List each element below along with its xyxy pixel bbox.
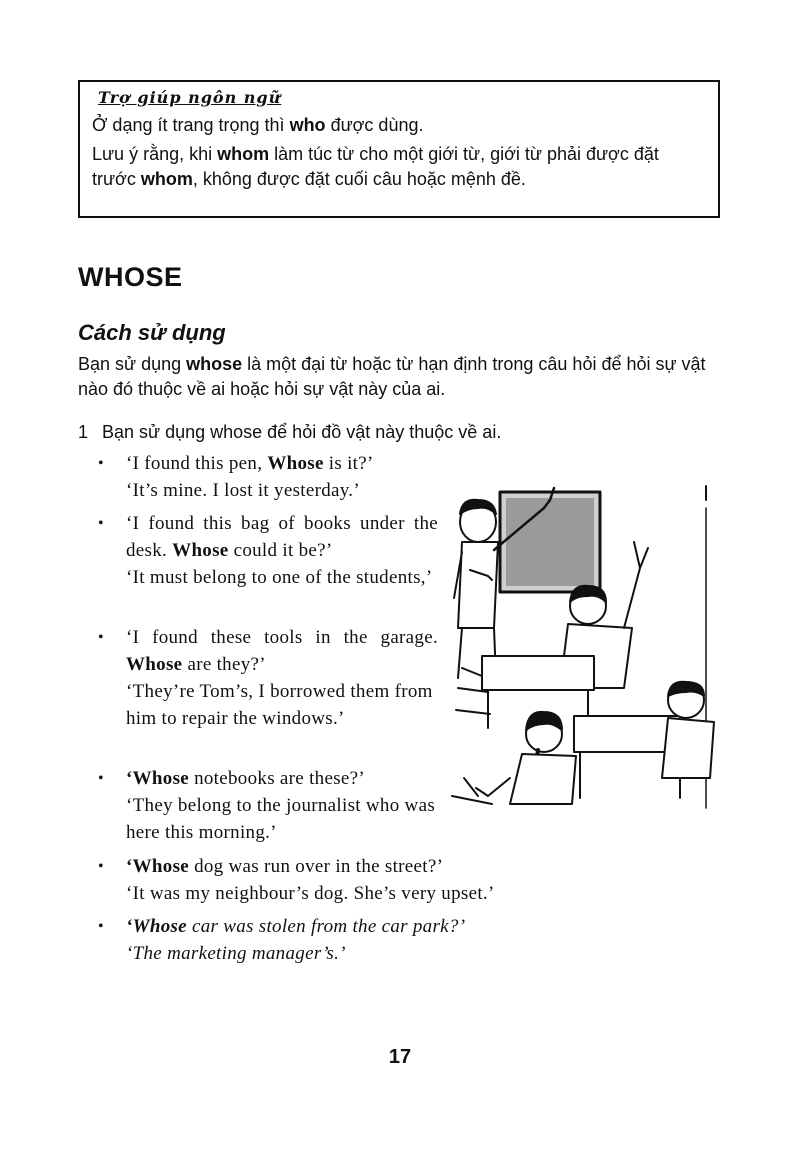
bullet-icon: • [98,515,104,532]
example-4: • ‘Whose notebooks are these?’ ‘They belong to the journalist who was here this morning.’ [98,765,438,846]
bullet-icon: • [98,770,104,787]
example-reply: ‘They’re Tom’s, I borrowed them from him to repair the windows.’ [126,681,433,729]
classroom-illustration [448,478,724,818]
bullet-icon: • [98,629,104,646]
example-reply: ‘The marketing manager’s.’ [126,943,346,964]
language-help-title: Trợ giúp ngôn ngữ [98,88,282,107]
desk-back [482,656,594,690]
example-5: • ‘Whose dog was run over in the street?’ ‘It was my neighbour’s dog. She’s very upset.’ [98,853,718,907]
intro-paragraph: Bạn sử dụng whose là một đại từ hoặc từ hạn định trong câu hỏi để hỏi sự vật nào đó thuộc về ai hoặc hỏi sự vật này của ai. [78,354,706,399]
help-note-1: Ở dạng ít trang trọng thì who được dùng. [92,115,424,135]
bullet-icon: • [98,455,104,472]
example-reply: ‘It’s mine. I lost it yesterday.’ [126,480,360,501]
usage-point-1: 1 Bạn sử dụng whose để hỏi đồ vật này thuộc về ai. [78,422,502,442]
example-1: • ‘I found this pen, Whose is it?’ ‘It’s mine. I lost it yesterday.’ [98,450,438,504]
example-reply: ‘They belong to the journalist who was here this morning.’ [126,795,436,843]
help-note-2: Lưu ý rằng, khi whom làm túc từ cho một giới từ, giới từ phải được đặt trước whom, không được đặt cuối câu hoặc mệnh đề. [92,144,659,189]
example-reply: ‘It was my neighbour’s dog. She’s very upset.’ [126,883,495,904]
usage-heading: Cách sử dụng [78,320,226,345]
student-girl [476,712,576,804]
page-number: 17 [388,1046,412,1068]
example-reply: ‘It must belong to one of the students,’ [126,567,433,588]
example-3: • ‘I found these tools in the garage. Whose are they?’ ‘They’re Tom’s, I borrowed them from him to repair the windows.’ [98,624,438,732]
language-help-box [78,80,720,218]
bullet-icon: • [98,858,104,875]
example-2: • ‘I found this bag of books under the desk. Whose could it be?’ ‘It must belong to one of the students,’ [98,510,438,591]
section-heading: WHOSE [78,262,183,292]
bullet-icon: • [98,918,104,935]
example-6: • ‘Whose car was stolen from the car park?’ ‘The marketing manager’s.’ [98,913,718,967]
